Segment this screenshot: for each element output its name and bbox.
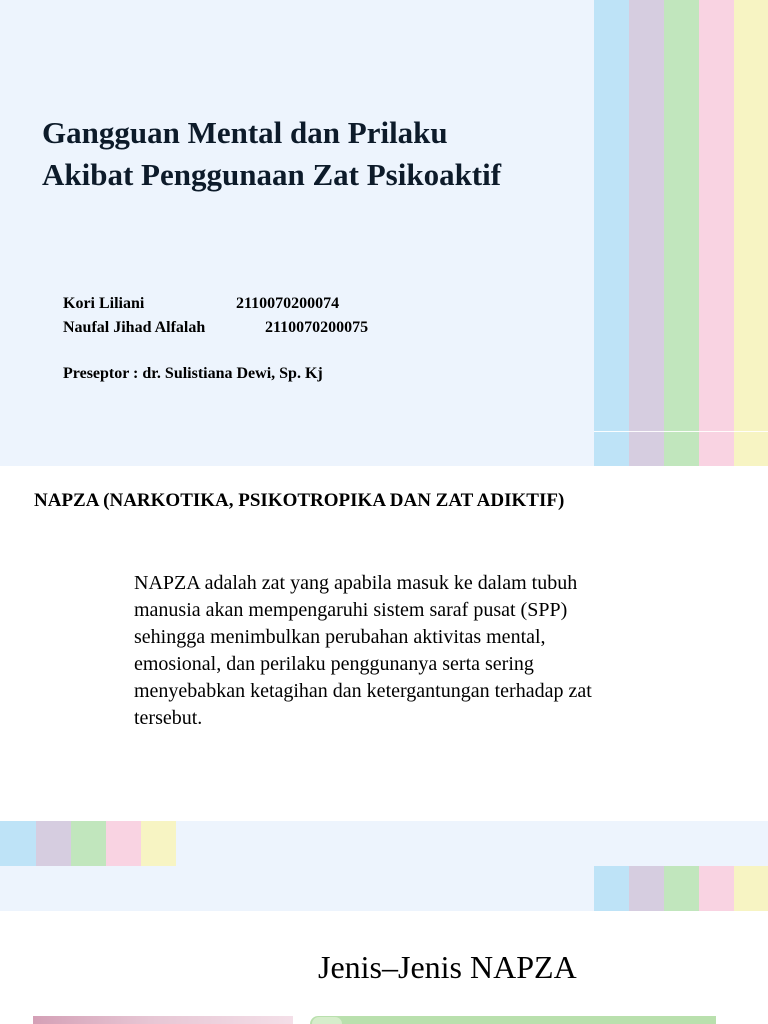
stripe-lavender	[36, 821, 71, 866]
stripe-blue	[0, 821, 36, 866]
stripe-lavender	[629, 866, 664, 911]
definition-paragraph: NAPZA adalah zat yang apabila masuk ke dalam tubuh manusia akan mempengaruhi sistem saraf pusat (SPP) sehingga menimbulkan perubahan aktivitas mental, emosional, dan perilaku penggunanya serta sering menyebabkan ketagihan dan ketergantungan terhadap zat tersebut.	[134, 572, 592, 729]
decorative-stripes-right	[594, 866, 768, 911]
decorative-stripes	[594, 0, 768, 466]
author-nim: 2110070200075	[265, 319, 369, 336]
stripe-lavender	[629, 0, 664, 466]
decorative-bar-pink	[33, 1016, 293, 1024]
stripe-yellow	[734, 866, 768, 911]
slide-napza-definition	[0, 466, 768, 821]
slide-heading: Jenis–Jenis NAPZA	[318, 949, 577, 985]
title-line-1: Gangguan Mental dan Prilaku	[42, 115, 448, 150]
slide-header-band	[0, 821, 768, 911]
decorative-bar-green	[310, 1016, 716, 1024]
author-nim: 2110070200074	[236, 295, 340, 312]
slide-heading: NAPZA (NARKOTIKA, PSIKOTROPIKA DAN ZAT ADIKTIF)	[34, 490, 565, 511]
slide-title	[0, 0, 768, 466]
decorative-stripes-left	[0, 821, 176, 866]
stripe-yellow	[141, 821, 176, 866]
author-name: Kori Liliani	[63, 295, 145, 312]
stripe-pink	[699, 0, 734, 466]
slide-napza-types	[0, 911, 768, 1024]
stripe-blue	[594, 866, 629, 911]
stripe-green	[71, 821, 106, 866]
presentation-title	[42, 112, 592, 196]
stripe-pink	[106, 821, 141, 866]
title-line-2: Akibat Penggunaan Zat Psikoaktif	[42, 157, 502, 192]
stripe-yellow	[734, 0, 768, 466]
author-name: Naufal Jihad Alfalah	[63, 319, 206, 336]
stripe-green	[664, 866, 699, 911]
stripe-green	[664, 0, 699, 466]
stripe-blue	[594, 0, 629, 466]
stripe-pink	[699, 866, 734, 911]
preceptor-line: Preseptor : dr. Sulistiana Dewi, Sp. Kj	[63, 365, 323, 382]
